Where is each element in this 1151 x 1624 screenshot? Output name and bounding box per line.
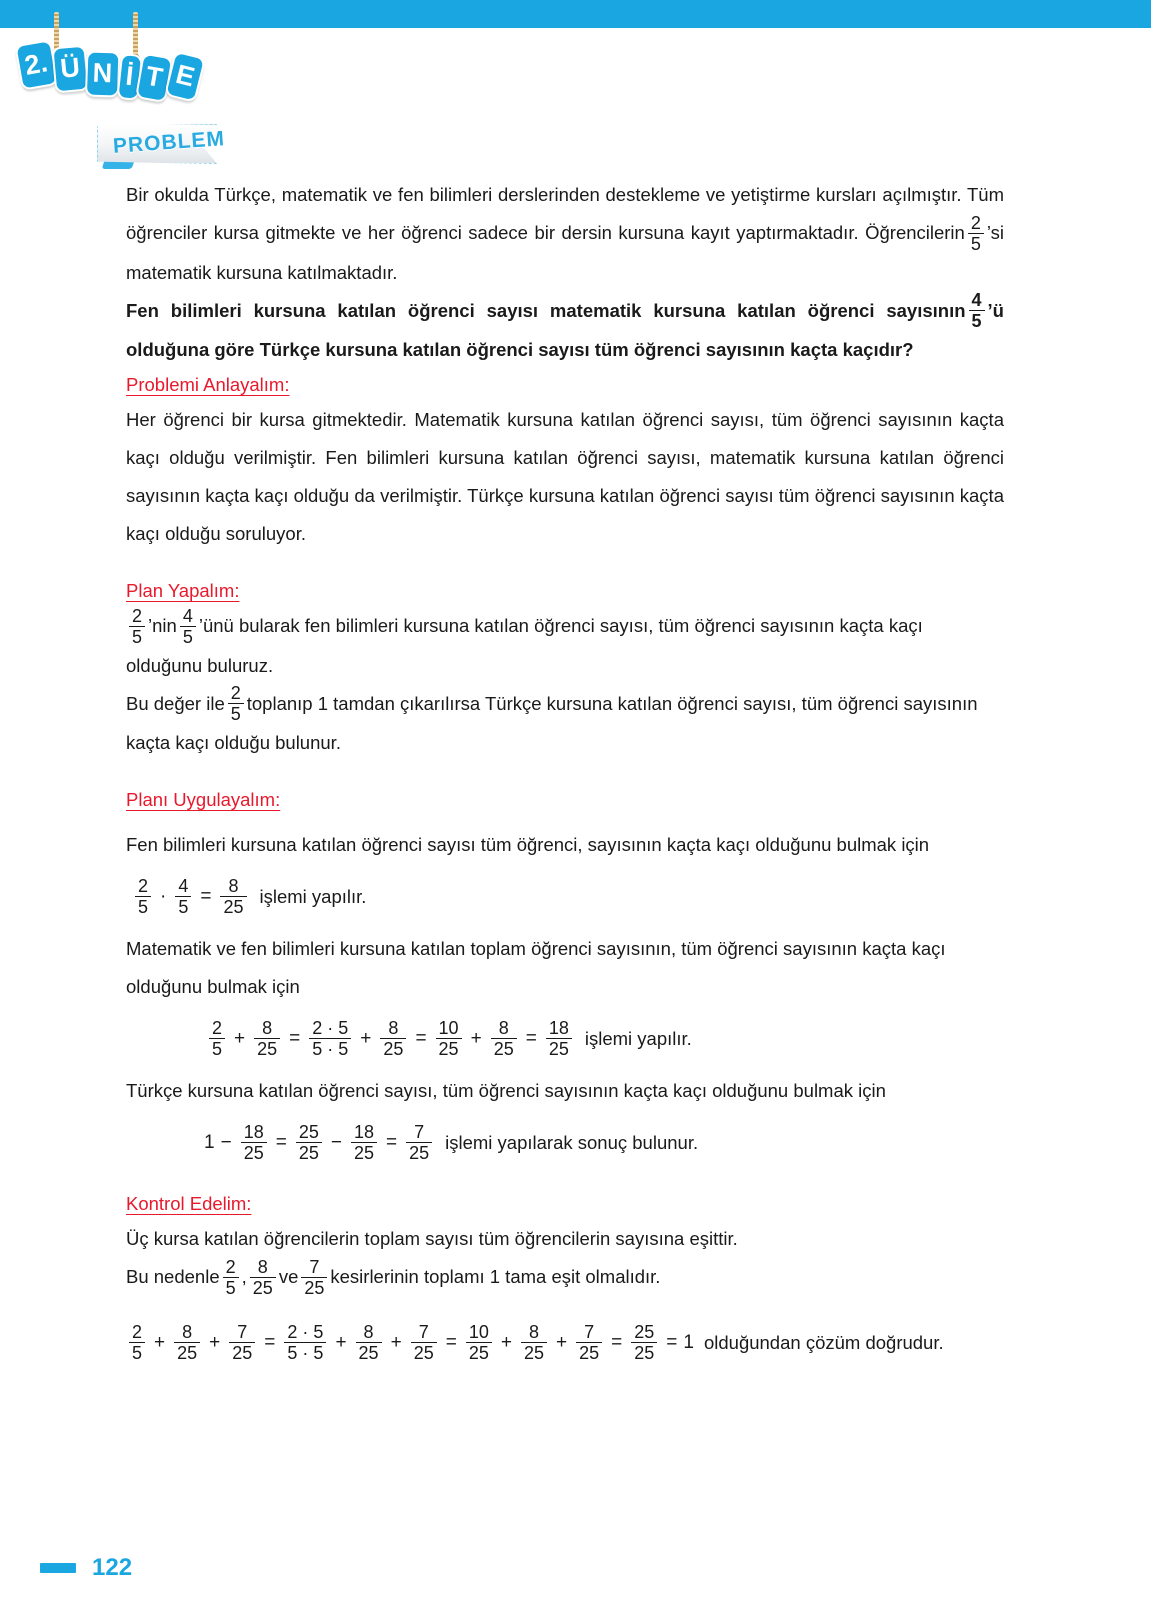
fraction-denominator: 25 [631,1342,657,1362]
spacer [126,816,1004,826]
fraction-18-25 [546,1019,572,1058]
fraction-2-5 [223,1258,239,1297]
fraction-8-25 [250,1258,276,1297]
fraction-denominator: 25 [241,1142,267,1162]
fraction-numerator: 10 [438,1017,459,1038]
equation-tail-text: işlemi yapılarak sonuç bulunur. [445,1132,699,1154]
fraction-denominator: 5 [969,310,985,330]
apply-intro-2: Matematik ve fen bilimleri kursuna katılan toplam öğrenci sayısının, tüm öğrenci sayısının kaçta kaçı olduğunu bulmak için [126,938,946,998]
fraction-8-25 [174,1323,200,1362]
equation-number: 1 [204,1132,215,1154]
equation-operator: = [611,1332,623,1354]
fraction-denominator: 25 [296,1142,322,1162]
equation-operator: + [470,1028,482,1050]
fraction-numerator: 7 [309,1257,320,1278]
fraction-denominator: 5 · 5 [309,1038,351,1058]
fraction-numerator: 25 [634,1321,655,1342]
section-heading-check: Kontrol Edelim: [126,1193,252,1215]
fraction-numerator: 2 [225,1257,236,1278]
fraction-denominator: 25 [406,1142,432,1162]
fraction-2-5 [209,1019,225,1058]
fraction-denominator: 25 [220,896,246,916]
equation-1 [126,874,1004,920]
check-line-2-tail: kesirlerinin toplamı 1 tama eşit olmalıdır. [330,1266,661,1288]
fraction-denominator: 5 [180,626,196,646]
equation-operator: = [289,1028,301,1050]
plan-line-2-tail: toplanıp 1 tamdan çıkarılırsa Türkçe kursuna katılan öğrenci sayısı, tüm öğrenci sayısının kaçta kaçı olduğu bulunur. [126,692,978,754]
fraction-numerator: 4 [182,605,193,626]
fraction-2-5 [135,877,151,916]
fraction-10-25 [436,1019,462,1058]
fraction-8-25 [356,1323,382,1362]
fraction-numerator: 4 [971,290,982,311]
equation-operator: = [666,1332,678,1354]
fraction-numerator: 2 [132,1321,143,1342]
spacer [126,553,1004,575]
fraction-4-5 [175,877,191,916]
fraction-2-5 [968,214,984,253]
fraction-numerator: 8 [498,1017,509,1038]
fraction-denominator: 25 [250,1277,276,1297]
ribbon-label: PROBLEM [112,127,226,158]
fraction-numerator: 8 [262,1017,273,1038]
equation-operator: = [275,1132,287,1154]
fraction-8-25 [220,877,246,916]
fraction-4-5 [180,607,196,646]
fraction-numerator: 2 [138,875,149,896]
fraction-denominator: 5 [129,626,145,646]
fraction-numerator: 18 [243,1121,264,1142]
equation-tail-text: olduğundan çözüm doğrudur. [703,1332,944,1354]
unit-badge [18,12,198,100]
section-heading-plan: Plan Yapalım: [126,580,240,602]
fraction-numerator: 8 [257,1257,268,1278]
equation-operator: = [200,886,212,908]
check-separator-1: , [241,1266,247,1288]
fraction-numerator: 18 [353,1121,374,1142]
plan-line-2-head: Bu değer ile [126,692,225,714]
equation-operator: = [415,1028,427,1050]
equation-operator: = [445,1332,457,1354]
fraction-numerator: 2 [970,212,981,233]
section-heading-understand: Problemi Anlayalım: [126,374,290,396]
plan-line-1-mid: ’nin [148,615,177,637]
fraction-denominator: 25 [174,1342,200,1362]
fraction-8-25 [254,1019,280,1058]
fraction-denominator: 25 [491,1038,517,1058]
equation-2 [126,1016,1004,1062]
fraction-denominator: 5 [209,1038,225,1058]
unit-letter-0: 2. [14,39,58,91]
spacer [126,1298,1004,1320]
problem-question-text-1: Fen bilimleri kursuna katılan öğrenci sayısı matematik kursuna katılan öğrenci sayısının [126,299,966,321]
apply-intro-3: Türkçe kursuna katılan öğrenci sayısı, tüm öğrenci sayısının kaçta kaçı olduğunu bulmak için [126,1080,886,1102]
fraction-numerator: 8 [528,1321,539,1342]
fraction-denominator: 25 [576,1342,602,1362]
equation-operator: − [220,1132,232,1154]
fraction-denominator: 5 · 5 [284,1342,326,1362]
equation-operator: = [525,1028,537,1050]
fraction-8-25 [521,1323,547,1362]
fraction-denominator: 25 [254,1038,280,1058]
fraction-7-25 [301,1258,327,1297]
fraction-10-25 [466,1323,492,1362]
fraction-numerator: 25 [298,1121,319,1142]
fraction-numerator: 2 [230,683,241,704]
fraction-denominator: 25 [356,1342,382,1362]
fraction-numerator: 4 [178,875,189,896]
fraction-denominator: 5 [135,896,151,916]
unit-letter-4: T [135,53,173,104]
fraction-numerator: 8 [363,1321,374,1342]
understand-body: Her öğrenci bir kursa gitmektedir. Matematik kursuna katılan öğrenci sayısı, tüm öğrenci sayısının kaçta kaçı olduğu verilmiştir. Fen bilimleri kursuna katılan öğrenci sayısı, matematik kursuna katılan öğrenci sayısının kaçta kaçı olduğu da verilmiştir. Türkçe kursuna katılan öğrenci sayısı tüm öğrenci sayısının kaçta kaçı olduğu soruluyor. [126,409,1004,545]
unit-letter-1: Ü [51,45,88,94]
fraction-numerator: 8 [388,1017,399,1038]
fraction-denominator: 5 [228,703,244,723]
fraction-numerator: 2 · 5 [287,1321,324,1342]
spacer [126,864,1004,874]
fraction-numerator: 8 [182,1321,193,1342]
equation-operator: + [390,1332,402,1354]
fraction-denominator: 25 [380,1038,406,1058]
check-line-2-head: Bu nedenle [126,1266,220,1288]
check-line-1: Üç kursa katılan öğrencilerin toplam sayısı tüm öğrencilerin sayısına eşittir. [126,1228,738,1250]
spacer [126,762,1004,784]
problem-statement-text-2: ’si matematik kursuna katılmaktadır. [126,222,1004,283]
problem-question-text-2: ’ü olduğuna göre Türkçe kursuna katılan öğrenci sayısı tüm öğrenci sayısının kaçta kaçıdır? [126,299,1004,361]
problem-statement [126,176,1004,292]
fraction-denominator: 25 [301,1277,327,1297]
page-number: 122 [92,1554,133,1581]
plan-line-1 [126,607,1004,685]
equation-operator: = [264,1332,276,1354]
fraction-2-5 [228,684,244,723]
equation-operator: + [360,1028,372,1050]
footer-bar-icon [40,1563,76,1573]
fraction-denominator: 25 [521,1342,547,1362]
fraction-2·5-5·5 [284,1323,326,1362]
fraction-numerator: 18 [548,1017,569,1038]
fraction-numerator: 8 [228,875,239,896]
equation-final [126,1320,1004,1366]
problem-question [126,292,1004,370]
equation-operator: + [556,1332,568,1354]
plan-line-1-tail: ’ünü bularak fen bilimleri kursuna katılan öğrenci sayısı, tüm öğrenci sayısının kaçta kaçı olduğunu buluruz. [126,615,923,676]
fraction-numerator: 7 [414,1121,425,1142]
check-separator-2: ve [278,1266,299,1288]
fraction-2-5 [129,607,145,646]
fraction-7-25 [411,1323,437,1362]
equation-operator: + [234,1028,246,1050]
fraction-7-25 [229,1323,255,1362]
fraction-denominator: 5 [968,233,984,253]
equation-operator: + [500,1332,512,1354]
spacer [126,1062,1004,1072]
fraction-numerator: 7 [237,1321,248,1342]
fraction-denominator: 25 [466,1342,492,1362]
plan-line-2 [126,685,1004,763]
fraction-numerator: 7 [584,1321,595,1342]
fraction-denominator: 25 [436,1038,462,1058]
apply-intro-1: Fen bilimleri kursuna katılan öğrenci sayısı tüm öğrenci, sayısının kaçta kaçı olduğunu bulmak için [126,834,930,856]
unit-letter-2: N [85,50,120,97]
fraction-denominator: 5 [129,1342,145,1362]
problem-ribbon [97,124,237,164]
equation-operator: + [154,1332,166,1354]
fraction-7-25 [576,1323,602,1362]
fraction-denominator: 25 [351,1142,377,1162]
section-heading-apply: Planı Uygulayalım: [126,789,281,811]
fraction-8-25 [491,1019,517,1058]
fraction-numerator: 2 [212,1017,223,1038]
check-line-2 [126,1258,1004,1298]
equation-operator: + [209,1332,221,1354]
equation-operator: − [330,1132,342,1154]
equation-number: 1 [683,1332,694,1354]
spacer [126,920,1004,930]
fraction-7-25 [406,1123,432,1162]
fraction-numerator: 7 [418,1321,429,1342]
equation-3 [126,1120,1004,1166]
spacer [126,1006,1004,1016]
fraction-25-25 [631,1323,657,1362]
fraction-2·5-5·5 [309,1019,351,1058]
fraction-denominator: 25 [411,1342,437,1362]
fraction-denominator: 5 [175,896,191,916]
unit-letter-5: E [164,50,206,102]
spacer [126,1166,1004,1188]
fraction-denominator: 25 [546,1038,572,1058]
spacer [126,1110,1004,1120]
fraction-2-5 [129,1323,145,1362]
fraction-8-25 [380,1019,406,1058]
problem-statement-text-1: Bir okulda Türkçe, matematik ve fen bilimleri derslerinden destekleme ve yetiştirme kursları açılmıştır. Tüm öğrenciler kursa gitmekte ve her öğrenci sadece bir dersin kursuna kayıt yaptırmaktadır. Öğrencilerin [126,184,1004,243]
fraction-4-5 [969,291,985,330]
equation-tail-text: işlemi yapılır. [584,1028,692,1050]
equation-operator: + [335,1332,347,1354]
equation-operator: = [386,1132,398,1154]
fraction-numerator: 2 · 5 [312,1017,349,1038]
equation-operator: · [160,886,167,908]
fraction-18-25 [351,1123,377,1162]
fraction-denominator: 25 [229,1342,255,1362]
page-footer [40,1554,132,1582]
fraction-18-25 [241,1123,267,1162]
unit-letter-3: İ [116,53,142,101]
page-content [126,176,1004,1366]
fraction-denominator: 5 [223,1277,239,1297]
fraction-25-25 [296,1123,322,1162]
fraction-numerator: 10 [468,1321,489,1342]
equation-tail-text: işlemi yapılır. [259,886,367,908]
unit-label [18,42,204,94]
fraction-numerator: 2 [132,605,143,626]
